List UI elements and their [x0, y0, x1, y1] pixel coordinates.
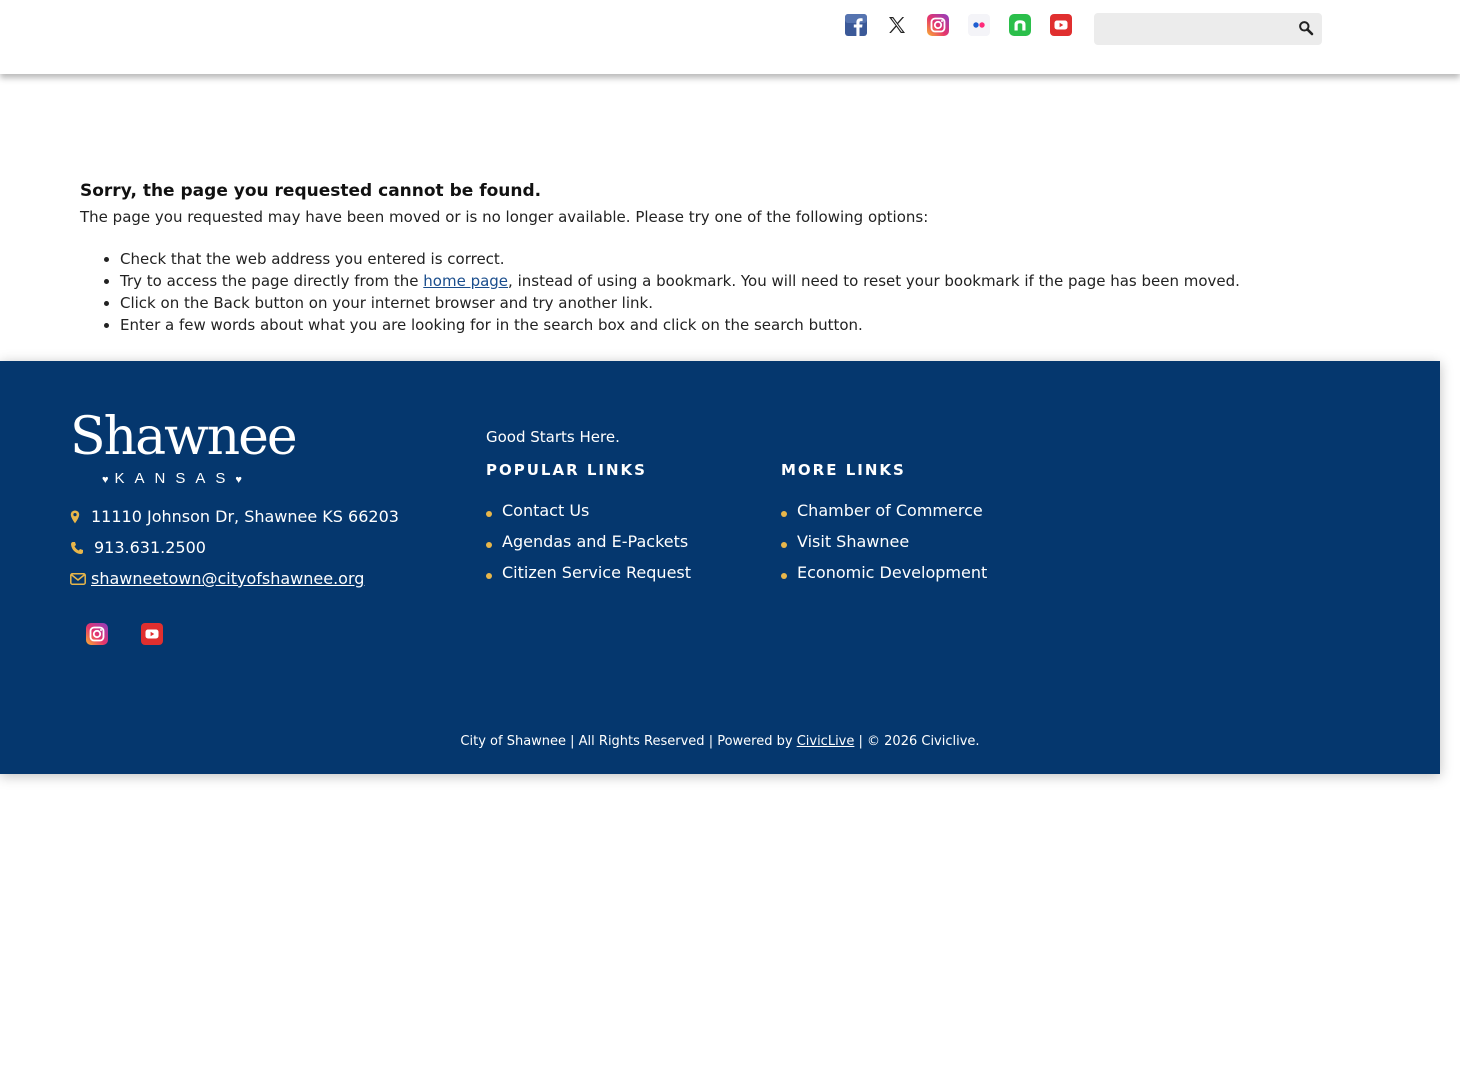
page-title: Sorry, the page you requested cannot be found.: [80, 181, 542, 201]
popular-links-list: [486, 495, 691, 588]
youtube-icon[interactable]: [1048, 12, 1074, 38]
phone-icon: [70, 541, 91, 555]
footer-link-service-request[interactable]: Citizen Service Request: [502, 562, 692, 582]
list-item[interactable]: [781, 526, 987, 557]
list-item[interactable]: [486, 557, 691, 588]
envelope-icon: [70, 573, 88, 585]
logo-subtitle: ♥ KANSAS♥: [102, 470, 242, 487]
instagram-icon[interactable]: [85, 622, 111, 648]
footer-link-economic-development[interactable]: Economic Development: [797, 562, 988, 582]
tagline: Good Starts Here.: [486, 428, 620, 446]
list-item: • Click on the Back button on your internet browser and try another link.: [120, 292, 1380, 314]
footer-link-visit-shawnee[interactable]: Visit Shawnee: [797, 531, 910, 551]
intro-text: The page you requested may have been moved or is no longer available. Please try one of the following options:: [80, 208, 929, 226]
popular-links-heading: POPULAR LINKS: [486, 461, 647, 479]
more-links-list: [781, 495, 987, 588]
footer-link-chamber[interactable]: Chamber of Commerce: [797, 500, 983, 520]
site-header: [0, 0, 1460, 74]
list-item[interactable]: [486, 526, 691, 557]
nextdoor-icon[interactable]: [1007, 12, 1033, 38]
flickr-icon[interactable]: [966, 12, 992, 38]
search-icon[interactable]: [1298, 20, 1316, 38]
instagram-icon[interactable]: [925, 12, 951, 38]
list-item[interactable]: [486, 495, 691, 526]
facebook-icon[interactable]: [843, 12, 869, 38]
not-found-content: [80, 178, 1380, 336]
home-page-link[interactable]: home page: [423, 272, 509, 290]
footer-link-contact-us[interactable]: Contact Us: [502, 500, 590, 520]
list-item: • Check that the web address you entered is correct.: [120, 248, 1380, 270]
more-links-heading: MORE LINKS: [781, 461, 906, 479]
logo[interactable]: Shawnee: [70, 407, 296, 467]
options-list: [80, 248, 1380, 336]
youtube-icon[interactable]: [140, 622, 166, 648]
x-icon[interactable]: [884, 12, 910, 38]
search-box: [1094, 13, 1322, 45]
map-pin-icon: [70, 510, 88, 524]
email-link[interactable]: shawneetown@cityofshawnee.org: [91, 569, 365, 588]
email: [70, 569, 364, 589]
address: 11110 Johnson Dr, Shawnee KS 66203: [70, 507, 399, 527]
list-item[interactable]: [781, 557, 987, 588]
footer-link-agendas[interactable]: Agendas and E-Packets: [502, 531, 689, 551]
list-item: • Try to access the page directly from the home page, instead of using a bookmark. You will need to reset your bookmark if the page has been moved.: [120, 270, 1380, 292]
phone: 913.631.2500: [70, 538, 206, 558]
list-item[interactable]: [781, 495, 987, 526]
copyright: City of Shawnee | All Rights Reserved | Powered by CivicLive | © 2026 Civiclive.: [460, 734, 980, 749]
list-item: • Enter a few words about what you are looking for in the search box and click on the search button.: [120, 314, 1380, 336]
site-footer: [0, 361, 1440, 774]
civiclive-link[interactable]: CivicLive: [796, 734, 855, 749]
search-input[interactable]: [1094, 13, 1290, 45]
